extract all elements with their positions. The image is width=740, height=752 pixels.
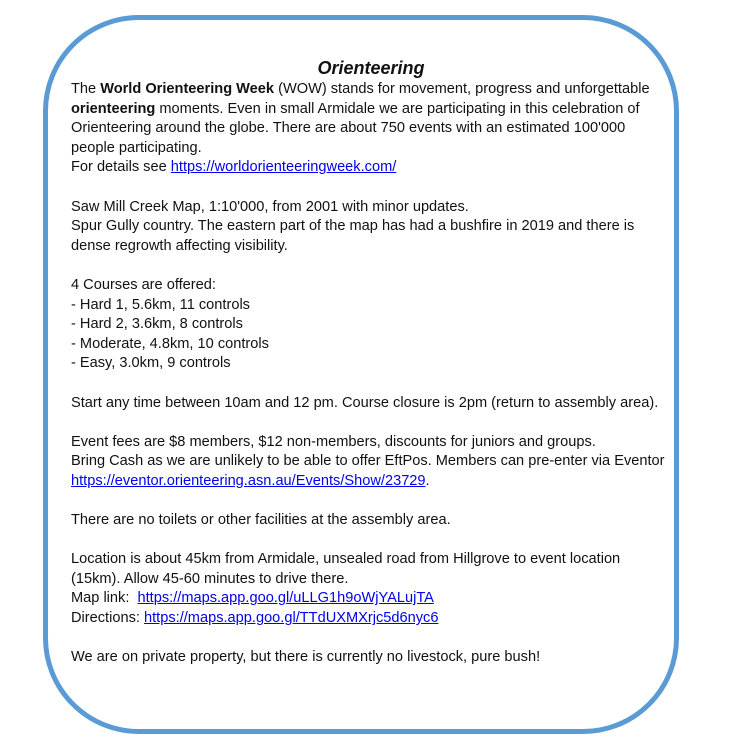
course-item: - Hard 1, 5.6km, 11 controls [71,296,250,313]
terrain-info: Spur Gully country. The eastern part of the map has had a bushfire in 2019 and there is dense regrowth affecting visibility. [71,218,635,254]
directions-link[interactable]: https://maps.app.goo.gl/TTdUXMXrjc5d6nyc6 [144,610,439,627]
facilities-note: There are no toilets or other facilities at the assembly area. [71,512,451,529]
eventor-link[interactable]: https://eventor.orienteering.asn.au/Events/Show/23729 [71,472,426,489]
directions-line: Directions: https://maps.app.goo.gl/TTdUXMXrjc5d6nyc6 [71,610,439,627]
location-info: Location is about 45km from Armidale, unsealed road from Hillgrove to event location (15km). Allow 45-60 minutes to drive there. [71,551,621,587]
intro-paragraph: The World Orienteering Week (WOW) stands for movement, progress and unforgettable orienteering moments. Even in small Armidale we are participating in this celebration of Orienteering around the globe. There are about 750 events with an estimated 100'000 people participating. [71,81,650,156]
event-fees: Event fees are $8 members, $12 non-members, discounts for juniors and groups. [71,433,596,450]
page-title: Orienteering [317,58,425,78]
course-item: - Easy, 3.0km, 9 controls [71,355,231,372]
orienteering-word: orienteering [71,100,156,117]
property-note: We are on private property, but there is currently no livestock, pure bush! [71,649,541,666]
wow-name: World Orienteering Week [100,81,275,97]
payment-info: Bring Cash as we are unlikely to be able to offer EftPos. Members can pre-enter via Eventor https://eventor.orienteering.asn.au/Events/Show/23729. [71,453,665,489]
map-info: Saw Mill Creek Map, 1:10'000, from 2001 with minor updates. [71,198,469,215]
map-link[interactable]: https://maps.app.goo.gl/uLLG1h9oWjYALujTA [137,590,434,607]
courses-heading: 4 Courses are offered: [71,276,216,293]
wow-website-link[interactable]: https://worldorienteeringweek.com/ [170,159,397,176]
details-line: For details see https://worldorienteeringweek.com/ [71,159,397,176]
start-times: Start any time between 10am and 12 pm. Course closure is 2pm (return to assembly area). [71,394,659,411]
flyer-content [71,56,671,668]
course-item: - Hard 2, 3.6km, 8 controls [71,316,243,333]
course-item: - Moderate, 4.8km, 10 controls [71,335,269,352]
map-link-line: Map link: https://maps.app.goo.gl/uLLG1h9oWjYALujTA [71,590,434,607]
